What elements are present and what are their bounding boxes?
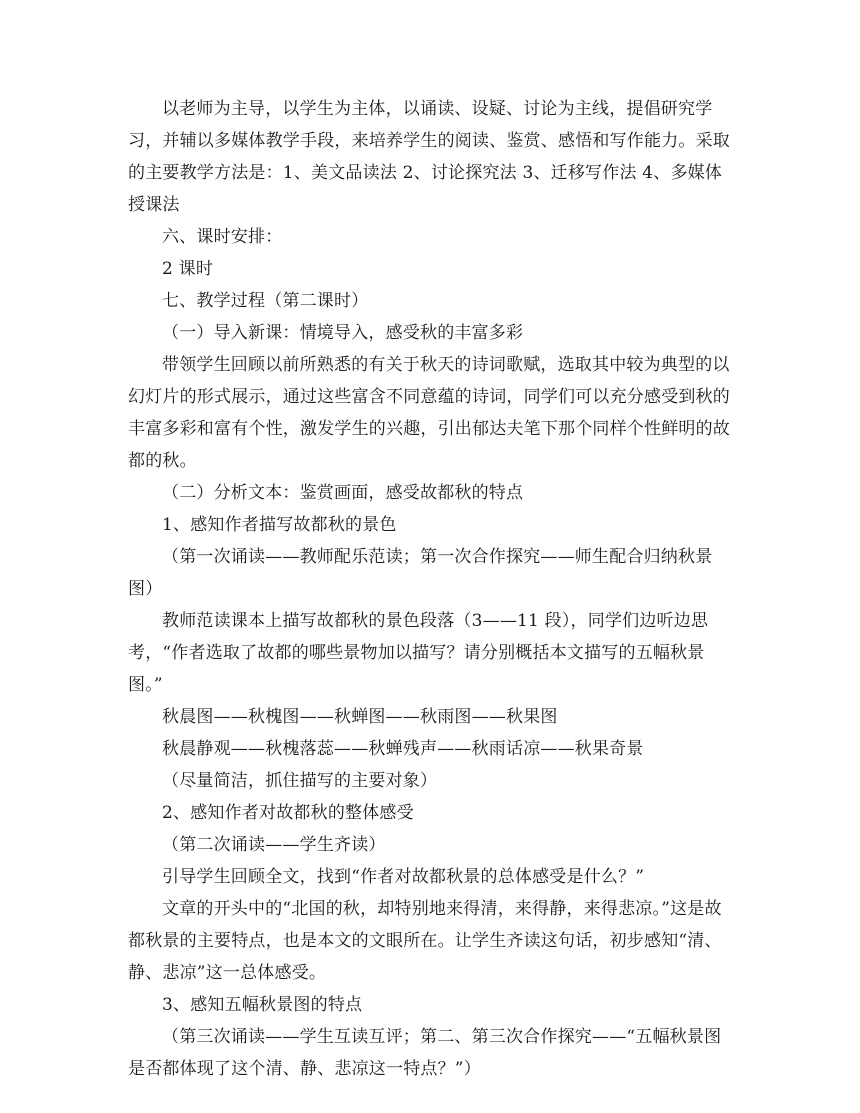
paragraph-opening-sentence: 文章的开头中的“北国的秋，却特别地来得清，来得静，来得悲凉。”这是故都秋景的主要特点，也是本文的文眼所在。让学生齐读这句话，初步感知“清、静、悲凉”这一总体感受。 — [128, 899, 722, 983]
paragraph-guide-review: 引导学生回顾全文，找到“作者对故都秋景的总体感受是什么？” — [162, 867, 645, 887]
heading-lesson-schedule: 六、课时安排： — [162, 227, 283, 247]
heading-teaching-process: 七、教学过程（第二课时） — [162, 291, 369, 311]
list-autumn-scenes: 秋晨图——秋槐图——秋蝉图——秋雨图——秋果图 — [162, 707, 558, 727]
document-body — [128, 93, 738, 1085]
paragraph-teacher-reading: 教师范读课本上描写故都秋的景色段落（3——11 段），同学们边听边思考，“作者选取了故都的哪些景物加以描写？请分别概括本文描写的五幅秋景图。” — [128, 611, 709, 695]
note-first-reading: （第一次诵读——教师配乐范读；第一次合作探究——师生配合归纳秋景图） — [128, 547, 713, 599]
paragraph-lesson-count: 2 课时 — [162, 259, 214, 279]
item-five-scenes: 3、感知五幅秋景图的特点 — [162, 995, 363, 1015]
item-scenery: 1、感知作者描写故都秋的景色 — [162, 515, 397, 535]
paragraph-teaching-methods: 以老师为主导，以学生为主体，以诵读、设疑、讨论为主线，提倡研究学习，并辅以多媒体教学手段，来培养学生的阅读、鉴赏、感悟和写作能力。采取的主要教学方法是：1、美文品读法 2、讨论探究法 3、迁移写作法 4、多媒体授课法 — [128, 99, 730, 215]
note-third-reading: （第三次诵读——学生互读互评；第二、第三次合作探究——“五幅秋景图是否都体现了这个清、静、悲凉这一特点？”） — [128, 1027, 722, 1079]
subheading-text-analysis: （二）分析文本：鉴赏画面，感受故都秋的特点 — [162, 483, 524, 503]
item-overall-feeling: 2、感知作者对故都秋的整体感受 — [162, 803, 414, 823]
list-autumn-scene-titles: 秋晨静观——秋槐落蕊——秋蝉残声——秋雨话凉——秋果奇景 — [162, 739, 644, 759]
note-second-reading: （第二次诵读——学生齐读） — [162, 835, 386, 855]
note-concise: （尽量简洁，抓住描写的主要对象） — [162, 771, 438, 791]
subheading-introduction: （一）导入新课：情境导入，感受秋的丰富多彩 — [162, 323, 524, 343]
paragraph-introduction: 带领学生回顾以前所熟悉的有关于秋天的诗词歌赋，选取其中较为典型的以幻灯片的形式展示，通过这些富含不同意蕴的诗词，同学们可以充分感受到秋的丰富多彩和富有个性，激发学生的兴趣，引出郁达夫笔下那个同样个性鲜明的故都的秋。 — [128, 355, 730, 471]
